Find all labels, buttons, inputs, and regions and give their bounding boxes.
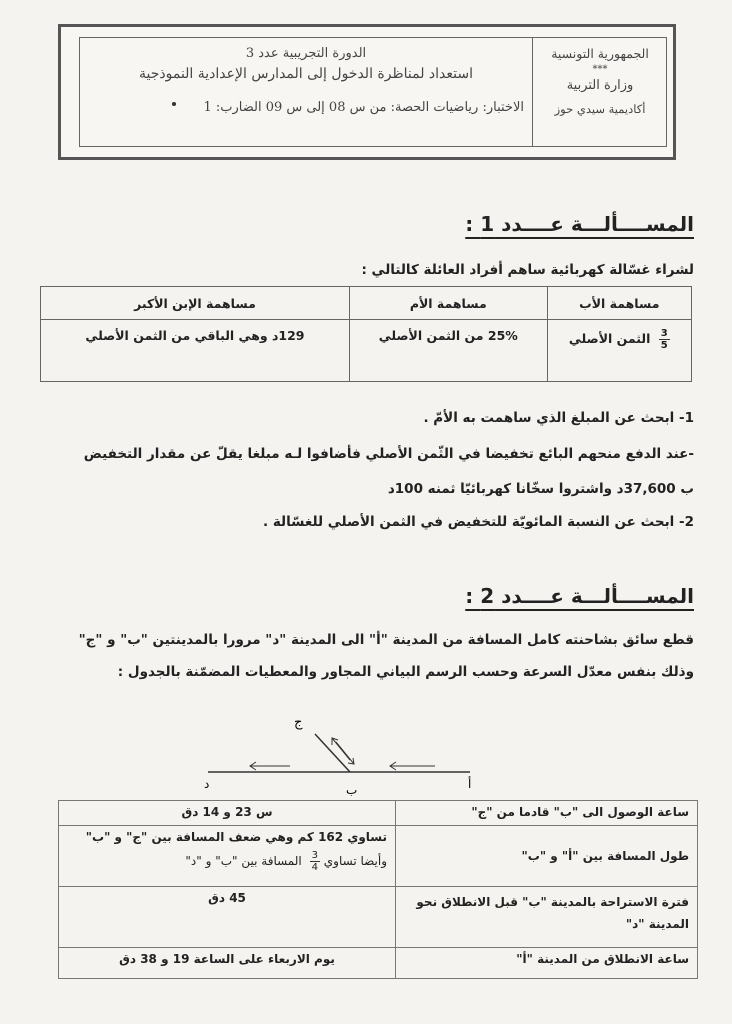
distance-ab-value — [59, 826, 396, 887]
header-son: مساهمة الإبن الأكبر — [41, 287, 350, 320]
header-mother: مساهمة الأم — [349, 287, 547, 320]
arrival-time-value: س 23 و 14 دق — [59, 801, 396, 826]
table-row — [59, 887, 698, 948]
distance-ab-line1: تساوي 162 كم وهي ضعف المسافة بين "ج" و "ب" — [85, 830, 387, 844]
arrow-left-icon — [250, 762, 290, 770]
route-diagram — [190, 706, 480, 800]
problem1-intro: لشراء غسّالة كهربائية ساهم أفراد العائلة كالتالي : — [361, 262, 694, 278]
rest-period-label: فترة الاستراحة بالمدينة "ب" قبل الانطلاق نحو المدينة "د" — [396, 887, 698, 948]
header-academy: أكاديمية سيدي حوز — [554, 102, 646, 116]
city-c-label: ج — [294, 715, 303, 730]
header-exam-info — [80, 38, 532, 146]
fraction: $\frac{3}{4}$ — [311, 850, 318, 873]
header-ministry: وزارة التربية — [566, 78, 634, 93]
header-purpose: استعداد لمناظرة الدخول إلى المدارس الإعدادية النموذجية — [139, 66, 473, 82]
city-a-label: أ — [468, 777, 472, 791]
departure-time-label: ساعة الانطلاق من المدينة "أ" — [396, 948, 698, 979]
departure-time-value: يوم الاربعاء على الساعة 19 و 38 دق — [59, 948, 396, 979]
table-row — [41, 320, 692, 382]
header-inner-frame — [79, 37, 667, 147]
question-1: 1- ابحث عن المبلغ الذي ساهمت به الأمّ . — [423, 410, 694, 426]
contributions-table — [40, 286, 692, 382]
father-contribution — [547, 320, 691, 382]
table-row — [59, 826, 698, 887]
problem2-title: المســــألـــة عــــدد 2 : — [465, 584, 694, 608]
header-subject-time: الاختبار: رياضيات الحصة: من س 08 إلى س 09 الضارب: 1 — [203, 100, 524, 115]
problem2-intro-2: وذلك بنفس معدّل السرعة وحسب الرسم البياني المجاور والمعطيات المضمّنة بالجدول : — [117, 664, 694, 680]
discount-text-cont: ب 37,600د واشتروا سخّانا كهربائيّا ثمنه 100د — [387, 481, 694, 497]
header-session: الدورة التجريبية عدد 3 — [245, 46, 367, 61]
distance-ab-line2: وأيضا تساوي $\frac{3}{4}$ المسافة بين "ب" و "د" — [185, 850, 387, 873]
rest-period-value: 45 دق — [59, 887, 396, 948]
son-contribution: 129د وهي الباقي من الثمن الأصلي — [41, 320, 350, 382]
city-b-label: ب — [346, 783, 358, 797]
distance-ab-label: طول المسافة بين "أ" و "ب" — [396, 826, 698, 887]
city-d-label: د — [204, 777, 210, 791]
ink-dot — [172, 102, 176, 106]
header-divider — [532, 38, 533, 146]
header-stars: *** — [592, 64, 608, 75]
arrow-up-icon — [332, 738, 350, 760]
question-2: 2- ابحث عن النسبة المائويّة للتخفيض في الثمن الأصلي للغسّالة . — [263, 514, 694, 530]
problem2-intro-1: قطع سائق بشاحنته كامل المسافة من المدينة "أ" الى المدينة "د" مرورا بالمدينتين "ب" و "ج" — [78, 632, 694, 648]
fraction: $\frac{3}{5}$ — [660, 328, 668, 351]
trip-data-table — [58, 800, 698, 979]
father-text: الثمن الأصلي — [568, 331, 651, 346]
table-header-row — [41, 287, 692, 320]
header-institution — [534, 38, 666, 146]
header-father: مساهمة الأب — [547, 287, 691, 320]
table-row — [59, 801, 698, 826]
problem1-title: المســــألـــة عــــدد 1 : — [465, 212, 694, 236]
header-republic: الجمهورية التونسية — [551, 46, 649, 61]
mother-contribution: 25% من الثمن الأصلي — [349, 320, 547, 382]
table-row — [59, 948, 698, 979]
header-frame — [58, 24, 676, 160]
arrival-time-label: ساعة الوصول الى "ب" قادما من "ج" — [396, 801, 698, 826]
discount-text: -عند الدفع منحهم البائع تخفيضا في الثّمن الأصلي فأضافوا لـه مبلغا يقلّ عن مقدار التخفيض — [83, 446, 694, 462]
arrow-left-icon — [390, 762, 435, 770]
